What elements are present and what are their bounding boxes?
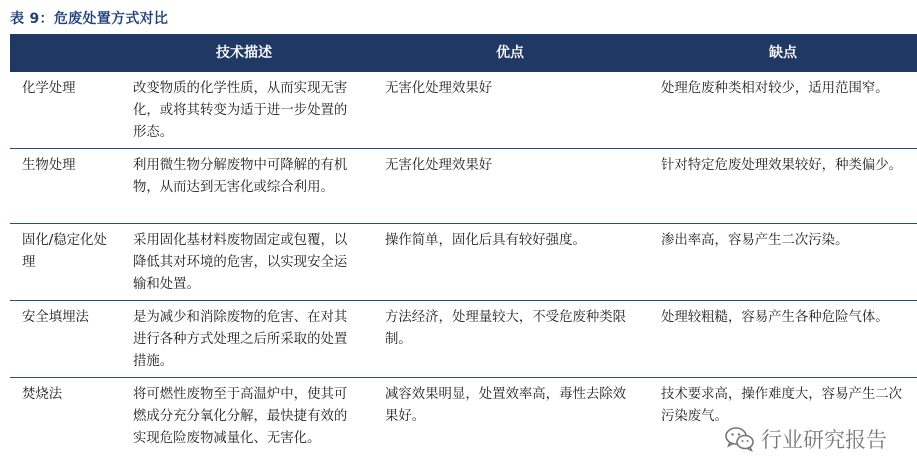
advantages-cell: 减容效果明显，处置效率高，毒性去除效果好。 (385, 387, 627, 424)
disadvantages-cell: 处理较粗糙，容易产生各种危险气体。 (649, 301, 917, 378)
method-cell: 焚烧法 (22, 387, 63, 402)
disadvantages-cell: 技术要求高，操作难度大，容易产生二次污染废气。 (661, 387, 903, 424)
method-cell: 生物处理 (10, 149, 117, 224)
table-row (10, 149, 917, 224)
advantages-cell: 方法经济，处理量较大，不受危废种类限制。 (371, 301, 649, 378)
watermark (725, 424, 887, 454)
comparison-table (10, 34, 917, 476)
method-cell: 固化/稳定化处理 (10, 224, 117, 301)
header-description: 技术描述 (117, 34, 371, 72)
table-row (10, 301, 917, 378)
description-cell: 改变物质的化学性质，从而实现无害化，或将其转变为适于进一步处置的形态。 (117, 72, 371, 149)
table-title: 表 9：危废处置方式对比 (10, 11, 169, 27)
description-cell: 采用固化基材料废物固定或包覆，以降低其对环境的危害，以实现安全运输和处置。 (117, 224, 371, 301)
header-row (10, 34, 917, 72)
advantages-cell: 操作简单，固化后具有较好强度。 (371, 224, 649, 301)
header-disadvantages: 缺点 (649, 34, 917, 72)
method-cell: 安全填埋法 (10, 301, 117, 378)
disadvantages-cell: 针对特定危废处理效果较好，种类偏少。 (649, 149, 917, 224)
advantages-cell: 无害化处理效果好 (371, 72, 649, 149)
description-cell: 将可燃性废物至于高温炉中，使其可燃成分充分氧化分解，最快捷有效的实现危险废物减量化、无害化。 (133, 387, 348, 446)
wechat-icon (725, 426, 755, 452)
disadvantages-cell: 处理危废种类相对较少，适用范围窄。 (649, 72, 917, 149)
description-cell: 是为减少和消除废物的危害、在对其进行各种方式处理之后所采取的处置措施。 (117, 301, 371, 378)
description-cell: 利用微生物分解废物中可降解的有机物，从而达到无害化或综合利用。 (117, 149, 371, 224)
table-row (10, 224, 917, 301)
header-advantages: 优点 (371, 34, 649, 72)
disadvantages-cell: 渗出率高，容易产生二次污染。 (649, 224, 917, 301)
method-cell: 化学处理 (10, 72, 117, 149)
watermark-text: 行业研究报告 (761, 428, 887, 452)
table-row (10, 72, 917, 149)
header-method (10, 34, 117, 72)
advantages-cell: 无害化处理效果好 (371, 149, 649, 224)
